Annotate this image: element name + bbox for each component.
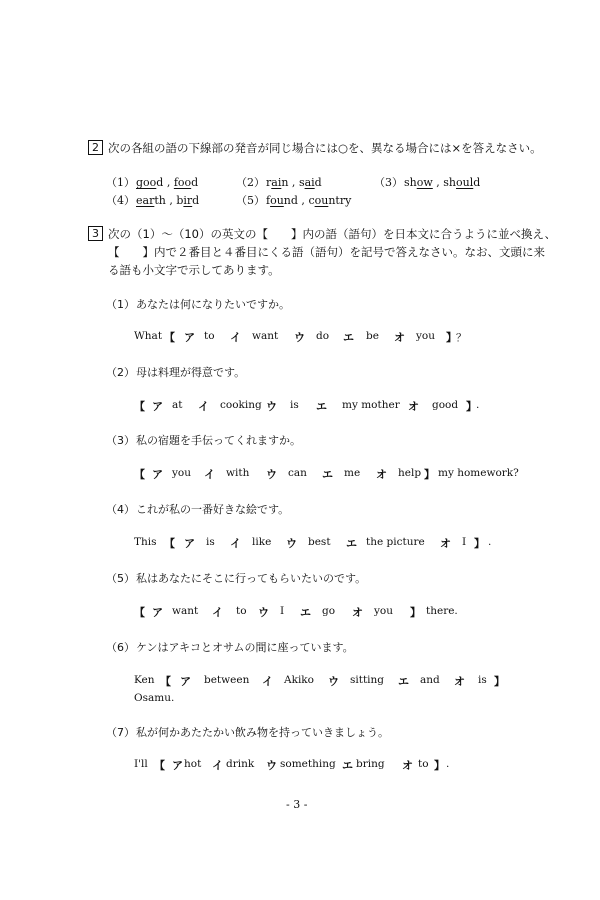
item-6-c-kana: ウ: [328, 675, 339, 688]
item-5-c-word: I: [280, 605, 285, 617]
item-3-open-bracket: 【: [134, 468, 145, 481]
item-2-b-word: cooking: [220, 399, 262, 411]
item-3-close-bracket: 】: [424, 468, 435, 481]
item-2-japanese: （2）母は料理が得意です。: [106, 366, 246, 379]
item-6-b-kana: イ: [262, 675, 273, 688]
item-1-d-kana: エ: [343, 331, 354, 344]
item-3-d-kana: エ: [322, 468, 333, 481]
item-2-a-kana: ア: [152, 400, 163, 413]
item-3-japanese: （3）私の宿題を手伝ってくれますか。: [106, 434, 301, 447]
pair-3: （3）show , should: [374, 176, 481, 189]
item-7-post: .: [446, 758, 450, 770]
question-2-number: 2: [88, 140, 103, 155]
item-6-continuation: Osamu.: [134, 692, 175, 704]
item-5-e-kana: オ: [352, 606, 363, 619]
item-4-close-bracket: 】: [474, 537, 485, 550]
item-4-e-kana: オ: [440, 537, 451, 550]
item-6-d-word: and: [420, 674, 440, 686]
pair-2: （2）rain , said: [236, 176, 322, 189]
item-5-japanese: （5）私はあなたにそこに行ってもらいたいのです。: [106, 572, 367, 585]
item-4-open-bracket: 【: [164, 537, 175, 550]
item-6-pre: Ken: [134, 674, 155, 686]
item-7-c-kana: ウ: [266, 759, 277, 772]
item-5-d-kana: エ: [300, 606, 311, 619]
item-3-d-word: me: [344, 467, 361, 479]
item-1-post: ？: [456, 332, 467, 344]
item-3-e-kana: オ: [376, 468, 387, 481]
item-7-a-kana: ア: [172, 759, 183, 772]
item-6-c-word: sitting: [350, 674, 385, 686]
item-6-b-word: Akiko: [284, 674, 314, 686]
item-5-a-word: want: [172, 605, 199, 617]
question-3-number: 3: [88, 226, 103, 241]
item-4-d-kana: エ: [346, 537, 357, 550]
item-3-c-kana: ウ: [266, 468, 277, 481]
item-4-post: .: [488, 536, 492, 548]
pair-4: （4）earth , bird: [106, 194, 200, 207]
item-7-c-word: something: [280, 758, 336, 770]
item-6-a-kana: ア: [180, 675, 191, 688]
item-6-close-bracket: 】: [494, 675, 505, 688]
item-7-close-bracket: 】: [434, 759, 445, 772]
item-7-e-word: to: [418, 758, 429, 770]
item-7-d-word: bring: [356, 758, 385, 770]
item-5-e-word: you: [374, 605, 394, 617]
item-7-japanese: （7）私が何かあたたかい飲み物を持っていきましょう。: [106, 726, 389, 739]
item-7-b-word: drink: [226, 758, 255, 770]
question-3-instruction-line-2: 【 】内で２番目と４番目にくる語（語句）を記号で答えなさい。なお、文頭に来: [108, 245, 545, 259]
item-1-a-word: to: [204, 330, 215, 342]
item-7-e-kana: オ: [402, 759, 413, 772]
item-5-b-word: to: [236, 605, 247, 617]
item-1-b-kana: イ: [230, 331, 241, 344]
item-1-e-kana: オ: [394, 331, 405, 344]
item-7-d-kana: エ: [342, 759, 353, 772]
item-6-e-word: is: [478, 674, 487, 686]
item-1-e-word: you: [416, 330, 436, 342]
item-4-a-kana: ア: [184, 537, 195, 550]
item-6-d-kana: エ: [398, 675, 409, 688]
item-4-c-kana: ウ: [286, 537, 297, 550]
item-3-a-kana: ア: [152, 468, 163, 481]
item-7-pre: I'll: [134, 758, 148, 770]
item-2-e-word: good: [432, 399, 459, 411]
item-2-open-bracket: 【: [134, 400, 145, 413]
question-3-instruction-line-3: る語も小文字で示してあります。: [108, 263, 280, 277]
item-6-japanese: （6）ケンはアキコとオサムの間に座っています。: [106, 641, 354, 654]
item-3-e-word: help: [398, 467, 422, 479]
item-2-close-bracket: 】: [466, 400, 477, 413]
question-3-instruction-line-1: 次の（1）～（10）の英文の【 】内の語（語句）を日本文に合うように並べ換え、: [108, 227, 557, 241]
item-2-c-kana: ウ: [266, 400, 277, 413]
item-6-a-word: between: [204, 674, 250, 686]
item-1-pre: What: [134, 330, 163, 342]
item-5-close-bracket: 】: [410, 606, 421, 619]
item-4-pre: This: [134, 536, 157, 548]
item-6-e-kana: オ: [454, 675, 465, 688]
pair-1: （1）good , food: [106, 176, 199, 189]
item-4-japanese: （4）これが私の一番好きな絵です。: [106, 503, 290, 516]
item-2-e-kana: オ: [408, 400, 419, 413]
item-3-c-word: can: [288, 467, 307, 479]
item-1-a-kana: ア: [184, 331, 195, 344]
item-3-b-word: with: [226, 467, 250, 479]
item-5-c-kana: ウ: [258, 606, 269, 619]
item-4-a-word: is: [206, 536, 215, 548]
page-number: - 3 -: [286, 798, 308, 811]
item-7-a-word: hot: [184, 758, 202, 770]
item-1-c-kana: ウ: [294, 331, 305, 344]
item-7-b-kana: イ: [212, 759, 223, 772]
item-3-post: my homework?: [438, 467, 519, 479]
question-2-instruction: 次の各組の語の下線部の発音が同じ場合には○を、異なる場合には×を答えなさい。: [108, 141, 542, 155]
item-2-d-word: my mother: [342, 399, 400, 411]
item-4-c-word: best: [308, 536, 331, 548]
item-2-c-word: is: [290, 399, 299, 411]
item-4-b-word: like: [252, 536, 272, 548]
item-5-post: there.: [426, 605, 458, 617]
item-6-open-bracket: 【: [160, 675, 171, 688]
item-4-b-kana: イ: [230, 537, 241, 550]
item-1-d-word: be: [366, 330, 379, 342]
item-5-open-bracket: 【: [134, 606, 145, 619]
item-5-b-kana: イ: [212, 606, 223, 619]
item-1-close-bracket: 】: [446, 331, 457, 344]
item-2-a-word: at: [172, 399, 183, 411]
pair-5: （5）found , country: [236, 194, 352, 207]
item-2-d-kana: エ: [316, 400, 327, 413]
item-5-a-kana: ア: [152, 606, 163, 619]
item-2-b-kana: イ: [198, 400, 209, 413]
item-1-c-word: do: [316, 330, 330, 342]
item-2-post: .: [476, 399, 480, 411]
item-3-b-kana: イ: [204, 468, 215, 481]
item-1-japanese: （1）あなたは何になりたいですか。: [106, 298, 290, 311]
item-4-d-word: the picture: [366, 536, 425, 548]
item-1-open-bracket: 【: [164, 331, 175, 344]
item-4-e-word: I: [462, 536, 467, 548]
item-3-a-word: you: [172, 467, 192, 479]
item-1-b-word: want: [252, 330, 279, 342]
item-7-open-bracket: 【: [154, 759, 165, 772]
item-5-d-word: go: [322, 605, 336, 617]
